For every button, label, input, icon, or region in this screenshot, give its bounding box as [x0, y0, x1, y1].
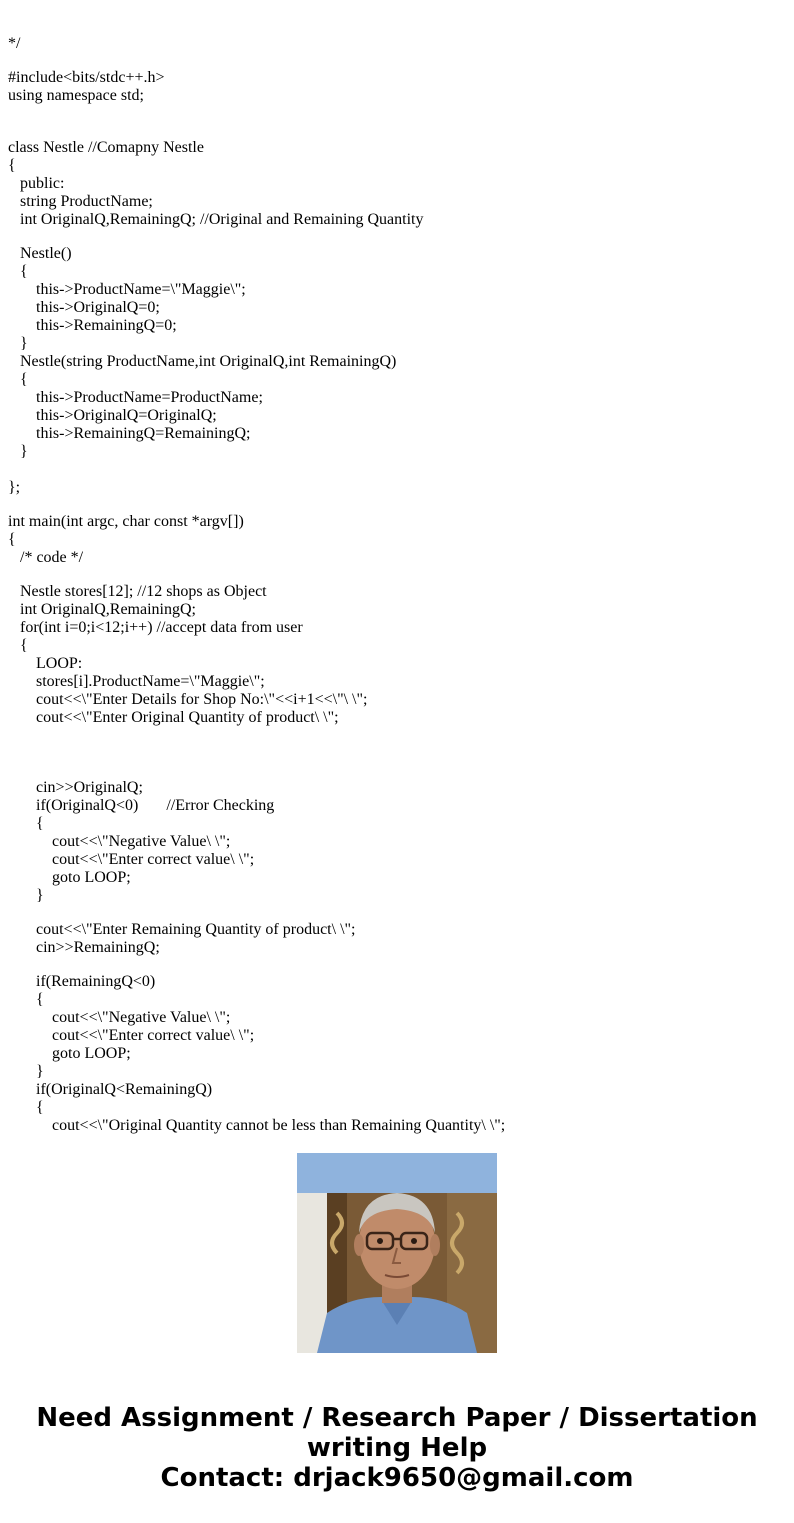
author-photo: [297, 1153, 497, 1353]
code-line: Nestle stores[12]; //12 shops as Object: [8, 583, 267, 600]
contact-banner: [0, 1403, 794, 1493]
code-line: {: [8, 815, 44, 832]
code-line: cout<<\"Enter correct value\ \";: [8, 851, 255, 868]
code-line: */: [8, 35, 21, 52]
code-line: {: [8, 991, 44, 1008]
code-line: using namespace std;: [8, 87, 144, 104]
code-line: class Nestle //Comapny Nestle: [8, 139, 204, 156]
code-line: public:: [8, 175, 65, 192]
code-line: cout<<\"Enter correct value\ \";: [8, 1027, 255, 1044]
code-line: {: [8, 157, 16, 174]
code-line: cout<<\"Negative Value\ \";: [8, 833, 231, 850]
code-line: }: [8, 335, 28, 352]
code-line: Nestle(): [8, 245, 72, 262]
code-line: for(int i=0;i<12;i++) //accept data from user: [8, 619, 303, 636]
code-line: this->OriginalQ=OriginalQ;: [8, 407, 217, 424]
code-line: if(OriginalQ<0) //Error Checking: [8, 797, 275, 814]
code-line: {: [8, 263, 28, 280]
code-line: goto LOOP;: [8, 869, 131, 886]
code-line: if(OriginalQ<RemainingQ): [8, 1081, 213, 1098]
code-line: };: [8, 479, 21, 496]
code-line: this->ProductName=\"Maggie\";: [8, 281, 246, 298]
code-line: {: [8, 637, 28, 654]
code-line: Nestle(string ProductName,int OriginalQ,int RemainingQ): [8, 353, 397, 370]
code-line: cout<<\"Enter Remaining Quantity of product\ \";: [8, 921, 356, 938]
contact-email: Contact: drjack9650@gmail.com: [160, 1463, 634, 1493]
code-line: cout<<\"Enter Details for Shop No:\"<<i+1<<\"\ \";: [8, 691, 368, 708]
code-line: this->RemainingQ=RemainingQ;: [8, 425, 251, 442]
code-line: cin>>OriginalQ;: [8, 779, 143, 796]
code-line: if(RemainingQ<0): [8, 973, 156, 990]
code-line: /* code */: [8, 549, 84, 566]
code-line: {: [8, 531, 16, 548]
code-line: this->RemainingQ=0;: [8, 317, 177, 334]
code-line: int OriginalQ,RemainingQ;: [8, 601, 196, 618]
code-line: cout<<\"Enter Original Quantity of product\ \";: [8, 709, 339, 726]
code-line: LOOP:: [8, 655, 83, 672]
code-line: int main(int argc, char const *argv[]): [8, 513, 244, 530]
code-listing: [8, 35, 778, 1134]
code-line: stores[i].ProductName=\"Maggie\";: [8, 673, 265, 690]
code-line: cin>>RemainingQ;: [8, 939, 160, 956]
code-line: }: [8, 1063, 44, 1080]
code-line: }: [8, 443, 28, 460]
code-line: this->ProductName=ProductName;: [8, 389, 263, 406]
code-line: int OriginalQ,RemainingQ; //Original and Remaining Quantity: [8, 211, 424, 228]
banner-line-1: Need Assignment / Research Paper / Dissertation: [36, 1403, 758, 1433]
code-line: this->OriginalQ=0;: [8, 299, 160, 316]
code-line: cout<<\"Negative Value\ \";: [8, 1009, 231, 1026]
code-line: {: [8, 1099, 44, 1116]
code-line: string ProductName;: [8, 193, 153, 210]
code-line: }: [8, 887, 44, 904]
code-line: #include<bits/stdc++.h>: [8, 69, 165, 86]
code-line: {: [8, 371, 28, 388]
portrait-image: [297, 1153, 497, 1353]
code-line: goto LOOP;: [8, 1045, 131, 1062]
code-line: cout<<\"Original Quantity cannot be less than Remaining Quantity\ \";: [8, 1117, 506, 1134]
banner-line-2: writing Help: [306, 1433, 488, 1463]
